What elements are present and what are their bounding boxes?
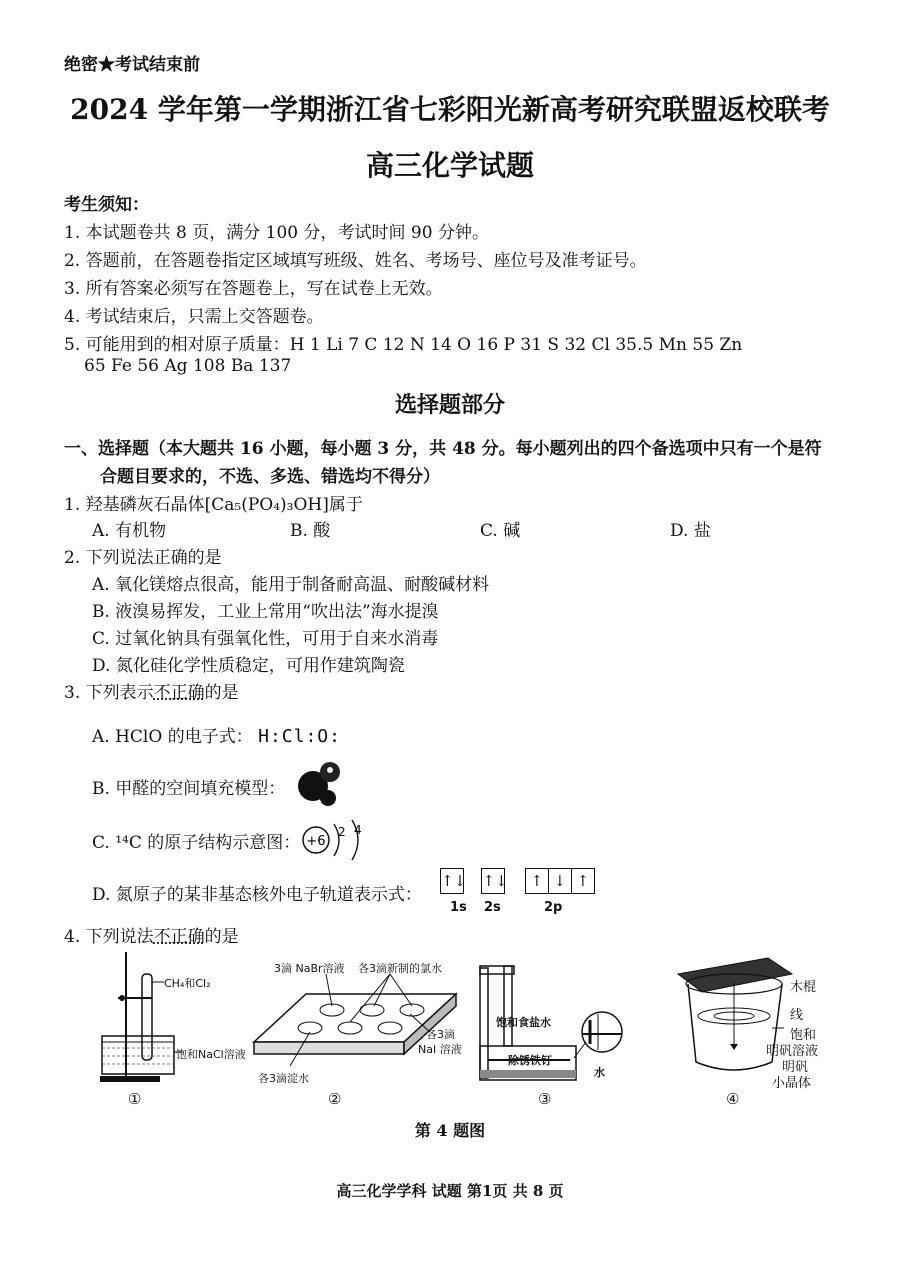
q1-stem: 1. 羟基磷灰石晶体[Ca₅(PO₄)₃OH]属于	[64, 495, 363, 515]
atom-structure-diagram	[300, 818, 380, 864]
shell-electrons-1: 2	[338, 825, 346, 839]
q3-option-b	[92, 774, 285, 799]
fig1-number: ①	[128, 1090, 142, 1108]
section-instruction: 合题目要求的，不选、多选、错选均不得分）	[100, 467, 440, 487]
q2-option-b: B. 液溴易挥发，工业上常用“吹出法”海水提溴	[92, 602, 439, 622]
exam-subtitle: 高三化学试题	[365, 149, 534, 182]
fig2-nabr-label: 3滴 NaBr溶液	[274, 962, 345, 975]
q3-stem	[64, 678, 239, 703]
fig3-number: ③	[538, 1090, 552, 1108]
figure-2-spot-plate	[250, 970, 460, 1080]
q3-option-d	[92, 880, 422, 905]
q3-option-c-label: C. ¹⁴C 的原子结构示意图：	[92, 833, 301, 853]
notice-item: 1. 本试题卷共 8 页，满分 100 分，考试时间 90 分钟。	[64, 223, 489, 243]
fig2-drops-label: 各3滴	[426, 1028, 455, 1041]
q1-option-c: C. 碱	[480, 521, 521, 541]
q3-option-a-label: A. HClO 的电子式：	[92, 727, 253, 747]
section-instruction: 一、选择题（本大题共 16 小题，每小题 3 分，共 48 分。每小题列出的四个备选项中只有一个是符	[64, 439, 822, 459]
orbital-box: ↓	[549, 869, 572, 893]
orbital-2s	[481, 868, 508, 894]
q4-stem	[64, 922, 239, 947]
orbital-diagram	[440, 868, 595, 894]
fig2-nai-label: NaI 溶液	[418, 1043, 462, 1056]
atom-nucleus-charge: +6	[306, 834, 326, 849]
q2-stem: 2. 下列说法正确的是	[64, 548, 222, 568]
orbital-label-2p: 2p	[544, 900, 563, 915]
q3-option-a	[92, 722, 341, 747]
electron-formula: H:Cl:O:	[258, 726, 341, 747]
figure-1-methane-chlorination	[96, 950, 236, 1090]
fig2-starch-label: 各3滴淀水	[258, 1072, 309, 1085]
orbital-2p	[525, 868, 595, 894]
orbital-box: ↑	[526, 869, 549, 893]
fig1-gas-label: CH₄和Cl₂	[164, 977, 211, 990]
fig4-stick-label: 木棍	[790, 980, 817, 995]
notice-heading: 考生须知：	[64, 195, 149, 215]
q3-stem-emphasis: 不正确	[153, 683, 205, 703]
q2-option-a: A. 氧化镁熔点很高，能用于制备耐高温、耐酸碱材料	[92, 575, 490, 595]
q3-option-b-label: B. 甲醛的空间填充模型：	[92, 779, 286, 799]
fig1-liquid-label: 饱和NaCl溶液	[176, 1048, 246, 1061]
orbital-box: ↑↓	[482, 872, 508, 890]
q4-stem-suffix: 的是	[204, 927, 239, 947]
q4-stem-emphasis: 不正确	[153, 927, 205, 947]
fig2-number: ②	[328, 1090, 342, 1108]
orbital-label-2s: 2s	[484, 900, 501, 915]
q3-stem-prefix: 3. 下列表示	[64, 683, 154, 703]
q4-stem-prefix: 4. 下列说法	[64, 927, 154, 947]
fig3-saltwater-label: 饱和食盐水	[496, 1016, 551, 1029]
figure-caption: 第 4 题图	[414, 1121, 486, 1140]
q1-option-a: A. 有机物	[92, 521, 167, 541]
q2-option-d: D. 氮化硅化学性质稳定，可用作建筑陶瓷	[92, 656, 405, 676]
orbital-box: ↑↓	[441, 872, 467, 890]
fig4-crystal-label-2: 小晶体	[772, 1076, 812, 1091]
q2-option-c: C. 过氧化钠具有强氧化性，可用于自来水消毒	[92, 629, 439, 649]
notice-item: 5. 可能用到的相对原子质量：H 1 Li 7 C 12 N 14 O 16 P 31 S 32 Cl 35.5 Mn 55 Zn	[64, 335, 743, 355]
q3-option-c	[92, 828, 300, 853]
exam-title: 2024 学年第一学期浙江省七彩阳光新高考研究联盟返校联考	[70, 93, 830, 126]
shell-electrons-2: 4	[354, 823, 362, 837]
fig2-chlorine-label: 各3滴新制的氯水	[358, 962, 442, 975]
fig4-thread-label: 线	[790, 1008, 804, 1023]
fig4-solution-label: 饱和	[790, 1028, 817, 1043]
orbital-label-1s: 1s	[450, 900, 467, 915]
notice-item: 2. 答题前，在答题卷指定区域填写班级、姓名、考场号、座位号及准考证号。	[64, 251, 647, 271]
fig3-water-label: 水	[594, 1066, 605, 1079]
fig3-nail-label: 除锈铁钉	[508, 1054, 552, 1067]
q1-option-b: B. 酸	[290, 521, 331, 541]
section-heading: 选择题部分	[394, 392, 505, 418]
fig4-solution-label-2: 明矾溶液	[766, 1044, 819, 1059]
notice-item: 4. 考试结束后，只需上交答题卷。	[64, 307, 324, 327]
fig4-number: ④	[726, 1090, 740, 1108]
q3-option-d-label: D. 氮原子的某非基态核外电子轨道表示式：	[92, 885, 422, 905]
q3-stem-suffix: 的是	[204, 683, 239, 703]
fig4-crystal-label: 明矾	[782, 1060, 809, 1075]
formaldehyde-model-icon	[292, 758, 352, 808]
orbital-box: ↑	[576, 872, 590, 890]
confidential-mark: 绝密★考试结束前	[64, 55, 200, 75]
notice-item: 3. 所有答案必须写在答题卷上，写在试卷上无效。	[64, 279, 443, 299]
page-footer: 高三化学学科 试题 第1页 共 8 页	[336, 1182, 564, 1200]
q1-option-d: D. 盐	[670, 521, 711, 541]
notice-item: 65 Fe 56 Ag 108 Ba 137	[84, 356, 292, 376]
orbital-1s	[440, 868, 467, 894]
